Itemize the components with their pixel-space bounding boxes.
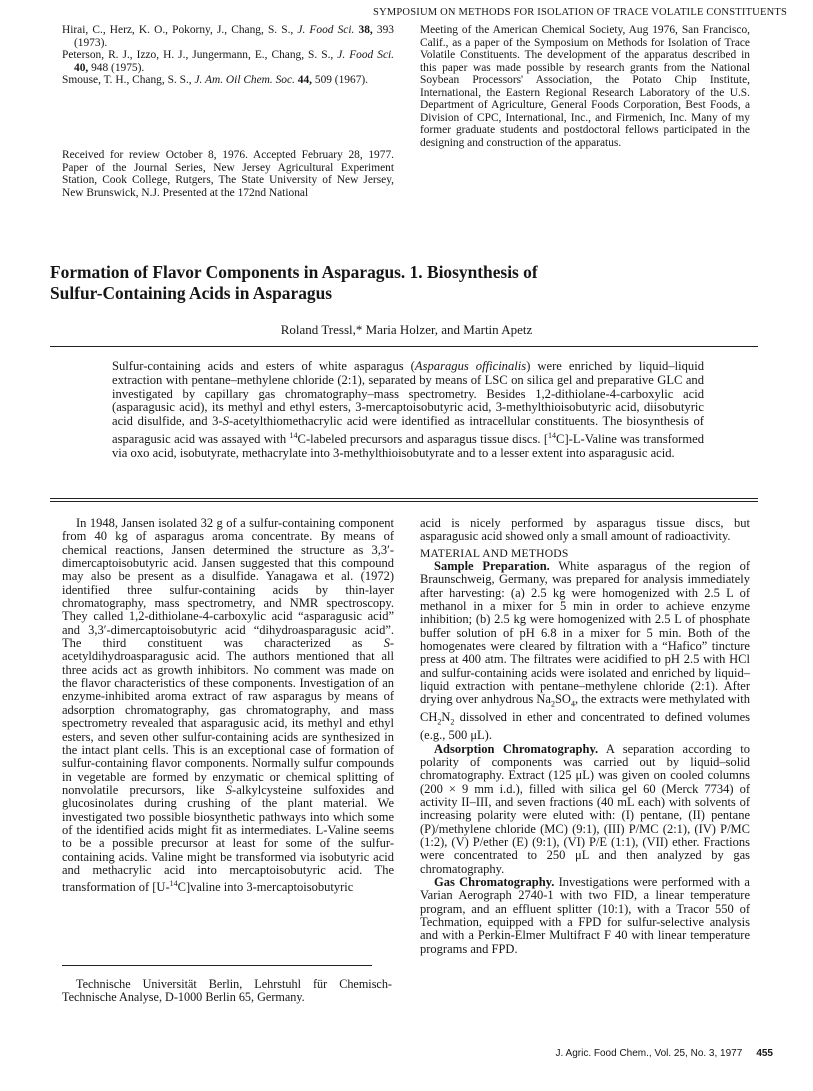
intro-column [62, 517, 394, 895]
meeting-note: Meeting of the American Chemical Society, Aug 1976, San Francisco, Calif., as a paper of the Symposium on Methods for Isolation of Trace Volatile Constituents. The development of the apparatus described in this paper was made possible by research grants from the National Soybean Processors' Association, the Potato Chip Institute, International, the Eastern Regional Research Laboratory of the U.S. Department of Agriculture, General Foods Corporation, Best Foods, a Division of CPC, International, Inc., and Firmenich, Inc. Many of my former graduate students and postdoctoral fellows participated in the designing and construction of the apparatus. [420, 24, 750, 149]
author-list: Roland Tressl,* Maria Holzer, and Martin Apetz [280, 322, 533, 337]
footnote-rule [62, 965, 372, 966]
intro-paragraph: In 1948, Jansen isolated 32 g of a sulfur-containing component from 40 kg of asparagus aroma concentrate. By means of chemical reactions, Jansen determined the structure as 3,3′-dimercaptoisobutyric acid. Jansen suggested that this compound may also be present as a disulfide. Yanagawa et al. (1972) identified three sulfur-containing acids by thin-layer chromatography, mass spectrometry, and NMR spectroscopy. They called 1,2-dithiolane-4-carboxylic acid “asparagusic acid” and 3,3′-dimercaptoisobutyric acid “dihydroasparagusic acid”. The third constituent was characterized as S-acetyldihydroasparagusic acid. The authors mentioned that all three acids act as growth inhibitors. No comment was made on the flavor characteristics of these components. Investigation of an enzyme-inhibited aroma extract of raw asparagus by means of adsorption chromatography, gas chromatography, and mass spectrometry revealed that asparagusic acid, its methyl and ethyl esters, and seven other sulfur-containing acids are synthesized in the intact plant cells. This is an exceptional case of formation of sulfur-containing flavor components. Normally sulfur compounds in vegetable are formed by enzymatic or chemical splitting of nonvolatile precursors, like S-alkylcysteine sulfoxides and glucosinolates during crushing of the plant material. We investigated two possible biosynthetic pathways into which some of the identified acids might fit as intermediates. L-Valine seems to be a possible precursor at least for some of the sulfur-containing acids. Valine might be transformed via isobutyric acid and methacrylic acid into mercaptoisobutyric acid. The transformation of [U-$^{14}$C]valine into 3-mercaptoisobutyric [62, 516, 395, 895]
reference-item: Smouse, T. H., Chang, S. S., J. Am. Oil Chem. Soc. 44, 509 (1967). [62, 74, 369, 87]
running-head: SYMPOSIUM ON METHODS FOR ISOLATION OF TRACE VOLATILE CONSTITUENTS [373, 7, 787, 18]
methods-column [420, 517, 750, 956]
references-list [62, 24, 394, 87]
divider [50, 501, 758, 502]
methods-paragraph: Sample Preparation. White asparagus of the region of Braunschweig, Germany, was prepared for analysis immediately after harvesting: (a) 2.5 kg were homogenized with 2.5 L of methanol in a mixer for 5 min in order to achieve enzyme inhibition; (b) 2.5 kg were homogenized with 2.5 L of phosphate buffer solution of pH 6.8 in a mixer for 5 min. Both of the homogenates were cleared by filtration with a “Hafico” tincture press at 400 atm. The filtrates were acidified to pH 2.5 with HCl and sulfur-containing acids were isolated and enriched by liquid–liquid extraction with pentane–methylene chloride (2:1). After drying over anhydrous $Na_2SO_4$, the extracts were methylated with $CH_2N_2$ dissolved in ether and concentrated to defined volumes (e.g., 500 μL). [420, 559, 750, 743]
section-heading: MATERIAL AND METHODS [420, 546, 569, 560]
species-name: Asparagus officinalis [414, 359, 527, 373]
journal-footer [556, 1048, 773, 1059]
divider [50, 346, 758, 347]
journal-citation: J. Agric. Food Chem., Vol. 25, No. 3, 1977 [555, 1048, 743, 1059]
abstract: Sulfur-containing acids and esters of white asparagus (Asparagus officinalis) were enriched by liquid–liquid extraction with pentane–methylene chloride (2:1), separated by means of LSC on silica gel and preparative GLC and investigated by capillary gas chromatography–mass spectrometry. Besides 1,2-dithiolane-4-carboxylic acid (asparagusic acid), its methyl and ethyl esters, 3-mercaptoisobutyric acid, 3-methylthioisobutyric acid, diisobutyric acid disulfide, and 3-S-acetylthiomethacrylic acid were identified as intracellular constituents. The biosynthesis of asparagusic acid was assayed with $^{14}$C-labeled precursors and asparagus tissue discs. [$^{14}$C]-L-Valine was transformed via oxo acid, isobutyrate, methacrylate into 3-methylthioisobutyrate and to a lesser extent into asparagusic acid. [112, 359, 705, 460]
divider [50, 498, 758, 499]
reference-item: Hirai, C., Herz, K. O., Pokorny, J., Chang, S. S., J. Food Sci. 38, 393 (1973). [62, 24, 394, 49]
article-title-line: Formation of Flavor Components in Asparagus. 1. Biosynthesis of [50, 262, 538, 282]
article-title-line: Sulfur-Containing Acids in Asparagus [50, 283, 333, 303]
methods-paragraph: Gas Chromatography. Investigations were performed with a Varian Aerograph 2740-1 with two FID, a linear temperature program, and an effluent splitter (10:1), with a Tracor 550 of Techmation, equipped with a FPD for sulfur-selective analysis and with a Perkin-Elmer Multifract F 40 with linear temperature programs and FPD. [420, 874, 750, 956]
reference-item: Peterson, R. J., Izzo, H. J., Jungermann, E., Chang, S. S., J. Food Sci. 40, 948 (1975). [62, 49, 395, 74]
continued-paragraph: acid is nicely performed by asparagus tissue discs, but asparagusic acid showed only a small amount of radioactivity. [420, 516, 750, 544]
methods-paragraph: Adsorption Chromatography. A separation according to polarity of components was carried out by liquid–solid chromatography. Extract (125 μL) was given on cooled columns (200 × 9 mm i.d.), filled with silica gel 60 (Merck 7734) of activity II–III, and seven fractions (40 mL each) with solvents of increasing polarity were eluted with: (I) pentane, (II) pentane (P)/methylene chloride (MC) (9:1), (III) P/MC (2:1), (IV) P/MC (1:2), (V) P/ether (E) (9:1), (VI) P/E (1:1), (VII) ether. Fractions were concentrated to 250 μL and then analyzed by gas chromatography. [420, 741, 750, 876]
subsection-heading: Gas Chromatography. [434, 874, 555, 889]
subsection-heading: Adsorption Chromatography. [434, 741, 599, 756]
received-note: Received for review October 8, 1976. Accepted February 28, 1977. Paper of the Journal Series, New Jersey Agricultural Experiment Station, Cook College, Rutgers, The State University of New Jersey, New Brunswick, N.J. Presented at the 172nd National [62, 149, 394, 199]
subsection-heading: Sample Preparation. [434, 559, 550, 574]
article-title [50, 262, 750, 304]
page-number: 455 [756, 1048, 773, 1059]
affiliation-footnote: Technische Universität Berlin, Lehrstuhl für Chemisch-Technische Analyse, D-1000 Berlin 65, Germany. [62, 977, 392, 1005]
